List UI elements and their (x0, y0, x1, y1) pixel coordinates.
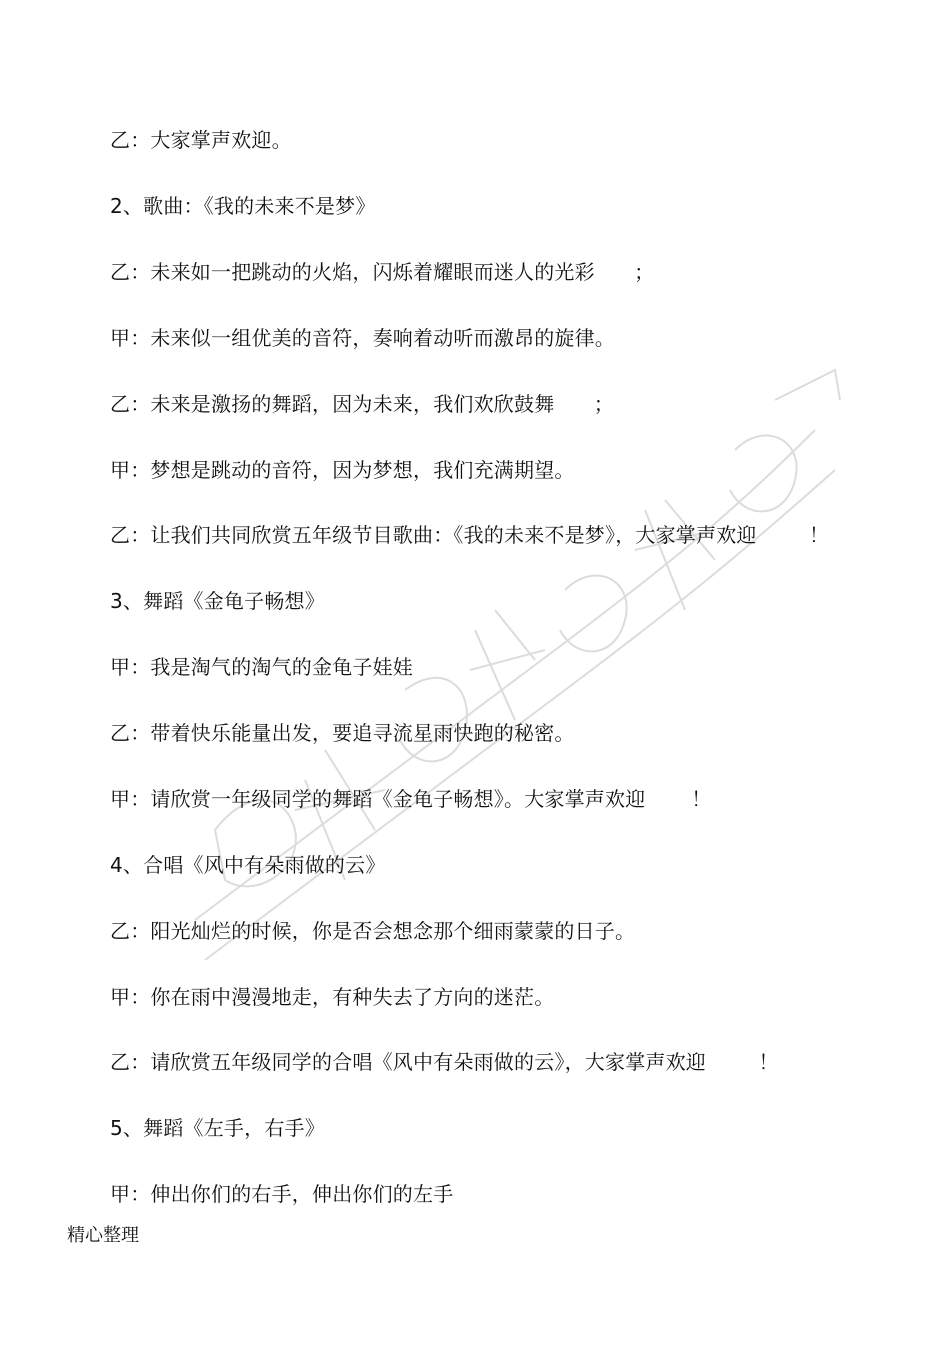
text-line: 甲：未来似一组优美的音符，奏响着动听而激昂的旋律。 (110, 326, 615, 350)
text-line: 乙：未来是激扬的舞蹈，因为未来，我们欢欣鼓舞 ； (110, 392, 614, 416)
section-heading: 3、舞蹈《金龟子畅想》 (110, 589, 325, 613)
text-line: 甲：请欣赏一年级同学的舞蹈《金龟子畅想》。大家掌声欢迎 ！ (110, 787, 712, 811)
text-line: 乙：让我们共同欣赏五年级节目歌曲：《我的未来不是梦》，大家掌声欢迎 ！ (110, 523, 830, 547)
text-line: 乙：大家掌声欢迎。 (110, 128, 292, 152)
text-line: 乙：带着快乐能量出发，要追寻流星雨快跑的秘密。 (110, 721, 575, 745)
section-heading: 4、合唱《风中有朵雨做的云》 (110, 853, 386, 877)
text-line: 乙：阳光灿烂的时候，你是否会想念那个细雨蒙蒙的日子。 (110, 919, 636, 943)
text-line: 乙：未来如一把跳动的火焰，闪烁着耀眼而迷人的光彩 ； (110, 260, 655, 284)
text-line: 甲：梦想是跳动的音符，因为梦想，我们充满期望。 (110, 458, 575, 482)
text-line: 甲：你在雨中漫漫地走，有种失去了方向的迷茫。 (110, 985, 555, 1009)
text-line: 甲：我是淘气的淘气的金龟子娃娃 (110, 655, 413, 679)
section-heading: 2、歌曲：《我的未来不是梦》 (110, 194, 376, 218)
text-line: 乙：请欣赏五年级同学的合唱《风中有朵雨做的云》，大家掌声欢迎 ！ (110, 1050, 779, 1074)
section-heading: 5、舞蹈《左手，右手》 (110, 1116, 325, 1140)
page-footer: 精心整理 (67, 1225, 139, 1246)
text-line: 甲：伸出你们的右手，伸出你们的左手 (110, 1182, 454, 1206)
